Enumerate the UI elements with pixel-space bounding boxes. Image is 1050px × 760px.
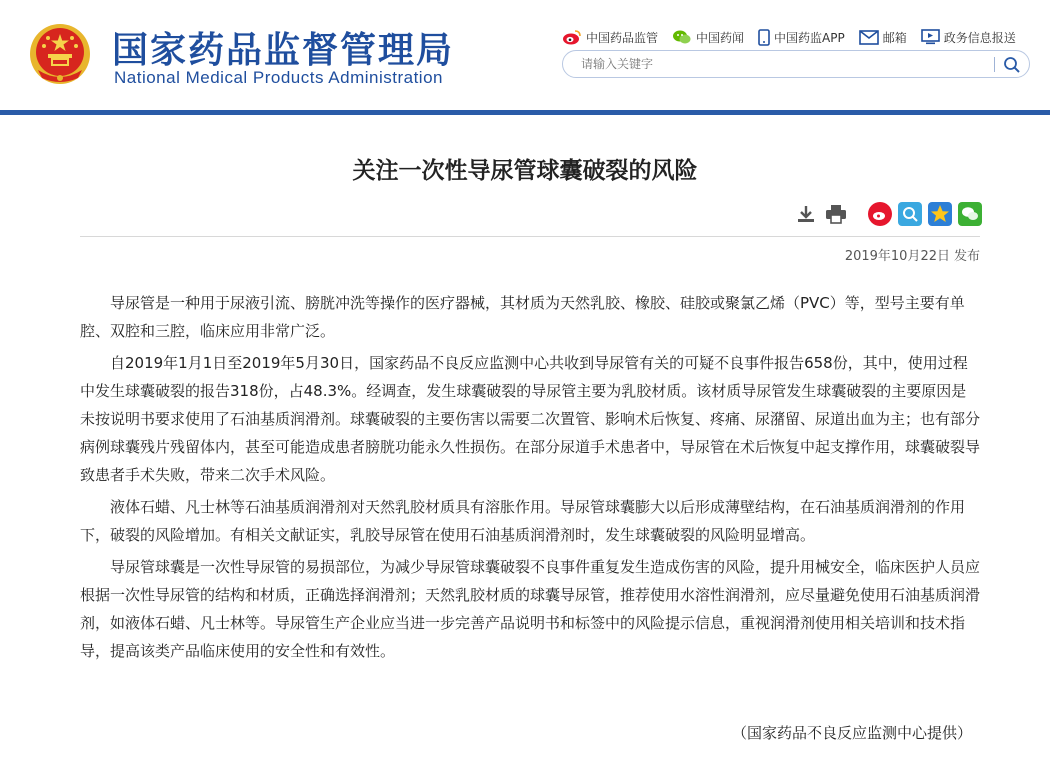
publish-date	[841, 245, 980, 264]
toplink-label: 邮箱	[882, 30, 907, 45]
toplink-mail[interactable]	[859, 29, 907, 46]
site-header	[0, 0, 1050, 110]
toplink-label: 政务信息报送	[943, 30, 1016, 45]
search-box	[562, 50, 1030, 78]
toplink-wechat[interactable]	[672, 29, 744, 46]
share-tencent-icon	[898, 202, 922, 226]
print-icon	[825, 204, 847, 224]
publish-date-suffix: 发布	[953, 249, 980, 264]
print-button[interactable]	[824, 202, 848, 226]
mail-icon	[859, 30, 879, 45]
article-paragraph: 自2019年1月1日至2019年5月30日，国家药品不良反应监测中心共收到导尿管有关的可疑不良事件报告658份，其中，使用过程中发生球囊破裂的报告318份，占48.3%。经调查，发生球囊破裂的导尿管主要为乳胶材质。该材质导尿管发生球囊破裂的主要原因是未按说明书要求使用了石油基质润滑剂。球囊破裂的主要伤害以需要二次置管、影响术后恢复、疼痛、尿潴留、尿道出血为主；也有部分病例球囊残片残留体内，甚至可能造成患者膀胱功能永久性损伤。在部分尿道手术患者中，导尿管在术后恢复中起支撑作用，球囊破裂导致患者手术失败，带来二次手术风险。	[80, 354, 981, 484]
toplink-report[interactable]	[921, 29, 1016, 46]
toplink-label: 中国药闻	[696, 30, 745, 45]
share-weibo-icon	[868, 202, 892, 226]
title-divider	[80, 236, 980, 237]
share-tencent-button[interactable]	[898, 202, 922, 226]
share-wechat-icon	[958, 202, 982, 226]
weibo-icon	[562, 29, 582, 45]
mobile-app-icon	[758, 29, 770, 46]
report-icon	[921, 29, 940, 45]
search-icon[interactable]	[1003, 56, 1021, 74]
article-source: （国家药品不良反应监测中心提供）	[731, 724, 972, 742]
download-icon	[796, 204, 816, 224]
site-name-cn[interactable]: 国家药品监督管理局	[112, 30, 455, 71]
header-divider-bar	[0, 110, 1050, 115]
article-paragraph: 导尿管球囊是一次性导尿管的易损部位，为减少导尿管球囊破裂不良事件重复发生造成伤害的风险，提升用械安全，临床医护人员应根据一次性导尿管的结构和材质，正确选择润滑剂；天然乳胶材质的球囊导尿管，推荐使用水溶性润滑剂，应尽量避免使用石油基质润滑剂，如液体石蜡、凡士林等。导尿管生产企业应当进一步完善产品说明书和标签中的风险提示信息，重视润滑剂使用相关培训和技术指导，提高该类产品临床使用的安全性和有效性。	[80, 558, 981, 660]
share-qzone-button[interactable]	[928, 202, 952, 226]
search-input[interactable]	[581, 55, 981, 73]
article-title: 关注一次性导尿管球囊破裂的风险	[352, 158, 698, 184]
publish-date-value: 2019年10月22日	[844, 249, 950, 264]
toplink-label: 中国药监APP	[774, 30, 845, 45]
toplink-weibo[interactable]	[562, 29, 658, 46]
site-name-en[interactable]: National Medical Products Administration	[114, 68, 443, 87]
share-wechat-button[interactable]	[958, 202, 982, 226]
download-button[interactable]	[794, 202, 818, 226]
article-body	[80, 289, 980, 669]
article-paragraph: 液体石蜡、凡士林等石油基质润滑剂对天然乳胶材质具有溶胀作用。导尿管球囊膨大以后形成薄壁结构，在石油基质润滑剂的作用下，破裂的风险增加。有相关文献证实，乳胶导尿管在使用石油基质润滑剂时，发生球囊破裂的风险明显增高。	[80, 498, 966, 544]
article-tools	[794, 201, 988, 227]
search-divider	[994, 57, 995, 72]
national-emblem-logo[interactable]	[28, 22, 92, 86]
wechat-icon	[672, 29, 692, 45]
toplink-app[interactable]	[758, 29, 845, 46]
article-paragraph: 导尿管是一种用于尿液引流、膀胱冲洗等操作的医疗器械，其材质为天然乳胶、橡胶、硅胶或聚氯乙烯（PVC）等，型号主要有单腔、双腔和三腔，临床应用非常广泛。	[80, 294, 965, 340]
share-weibo-button[interactable]	[868, 202, 892, 226]
toplink-label: 中国药品监管	[586, 30, 659, 45]
share-qzone-icon	[928, 202, 952, 226]
top-links	[562, 26, 1030, 48]
